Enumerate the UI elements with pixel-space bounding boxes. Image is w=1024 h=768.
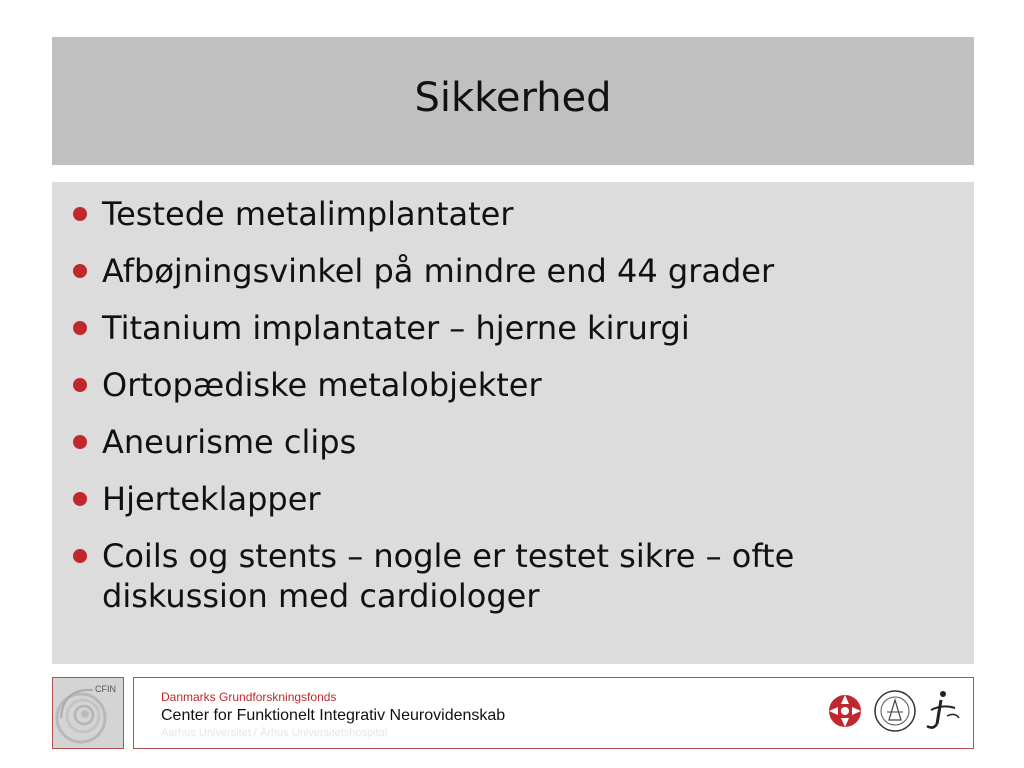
bullet-icon	[73, 321, 87, 335]
content-panel	[52, 182, 974, 664]
hospital-logo-icon	[927, 691, 959, 728]
list-item	[70, 194, 950, 234]
bullet-text: Afbøjningsvinkel på mindre end 44 grader	[102, 252, 775, 290]
bullet-text: Testede metalimplantater	[102, 195, 514, 233]
bullet-icon	[73, 207, 87, 221]
slide-title: Sikkerhed	[414, 75, 612, 121]
bullet-icon	[73, 549, 87, 563]
cfin-nautilus-logo-icon	[53, 678, 123, 748]
bullet-text: Ortopædiske metalobjekter	[102, 366, 542, 404]
bullet-icon	[73, 492, 87, 506]
bullet-icon	[73, 378, 87, 392]
list-item	[70, 479, 950, 519]
bullet-text: Hjerteklapper	[102, 480, 321, 518]
bullet-icon	[73, 435, 87, 449]
list-item	[70, 308, 950, 348]
aarhus-university-seal-icon	[875, 691, 915, 731]
cfin-logo-label: CFIN	[95, 684, 116, 694]
grundforskningsfond-logo-icon	[829, 695, 861, 727]
footer-foundation-name: Danmarks Grundforskningsfonds	[161, 690, 337, 704]
list-item	[70, 365, 950, 405]
bullet-list	[70, 194, 950, 633]
footer	[133, 677, 974, 749]
footer-university-name: Aarhus Universitet / Århus Universitetshospital	[161, 727, 388, 739]
bullet-icon	[73, 264, 87, 278]
list-item	[70, 536, 950, 616]
bullet-text: Aneurisme clips	[102, 423, 357, 461]
footer-logos	[825, 686, 967, 736]
list-item	[70, 422, 950, 462]
list-item	[70, 251, 950, 291]
title-bar	[52, 37, 974, 165]
bullet-text: Titanium implantater – hjerne kirurgi	[102, 309, 690, 347]
cfin-logo	[52, 677, 124, 749]
bullet-text: Coils og stents – nogle er testet sikre – ofte diskussion med cardiologer	[102, 537, 795, 615]
footer-center-name: Center for Funktionelt Integrativ Neurovidenskab	[161, 707, 506, 724]
